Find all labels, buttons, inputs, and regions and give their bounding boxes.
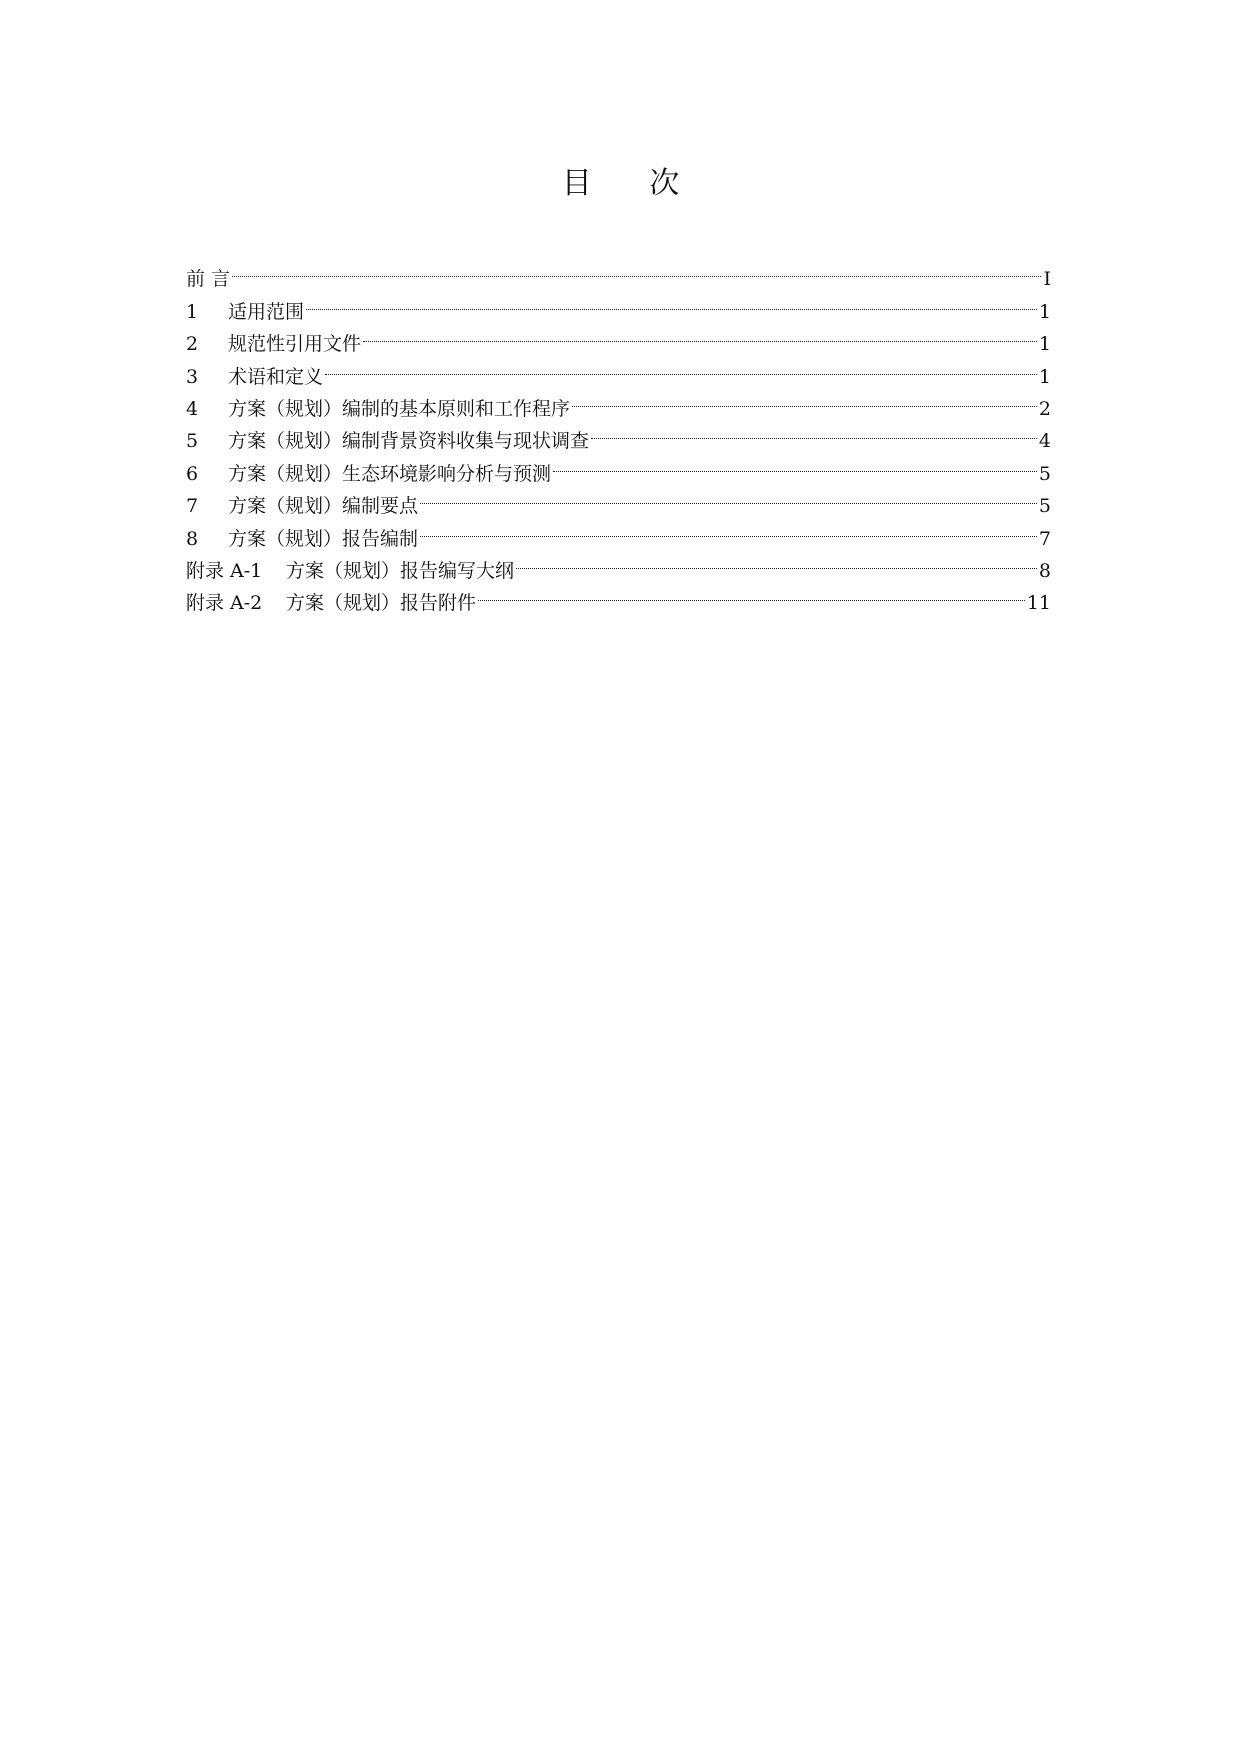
toc-entry-1[interactable] — [186, 285, 1051, 323]
toc-page-number: 7 — [1038, 527, 1051, 550]
toc-section-number: 1 — [186, 300, 199, 323]
toc-entry-title: 术语和定义 — [228, 365, 324, 388]
toc-page-number: I — [1043, 268, 1051, 291]
toc-section-number: 2 — [186, 333, 199, 356]
toc-entry-preface[interactable] — [186, 253, 1051, 291]
toc-page-number: 1 — [1038, 333, 1051, 356]
toc-dot-leader — [306, 285, 1037, 317]
toc-dot-leader — [420, 512, 1037, 544]
toc-entry-title: 方案（规划）报告附件 — [286, 592, 477, 615]
toc-entry-title: 方案（规划）编制背景资料收集与现状调查 — [228, 430, 590, 453]
toc-dot-leader — [420, 480, 1037, 512]
toc-entry-title: 方案（规划）生态环境影响分析与预测 — [228, 462, 552, 485]
toc-entry-2[interactable] — [186, 318, 1051, 356]
toc-page-number: 5 — [1038, 462, 1051, 485]
toc-entry-title: 方案（规划）编制要点 — [228, 495, 419, 518]
toc-dot-leader — [553, 447, 1037, 479]
toc-dot-leader — [363, 318, 1037, 350]
toc-section-number: 5 — [186, 430, 199, 453]
toc-dot-leader — [325, 350, 1037, 382]
toc-section-number: 4 — [186, 397, 199, 420]
toc-section-number: 6 — [186, 462, 199, 485]
toc-section-number: 7 — [186, 495, 199, 518]
toc-page-number: 1 — [1038, 300, 1051, 323]
toc-page-number: 11 — [1026, 592, 1051, 615]
toc-page-number: 5 — [1038, 495, 1051, 518]
toc-page-number: 8 — [1038, 559, 1051, 582]
toc-dot-leader — [516, 545, 1037, 577]
toc-page-number: 4 — [1038, 430, 1051, 453]
page-title: 目 次 — [561, 166, 704, 201]
toc-page-number: 2 — [1038, 397, 1051, 420]
toc-appendix-number: 附录 A-1 — [186, 559, 263, 582]
toc-section-number: 8 — [186, 527, 199, 550]
table-of-contents — [186, 253, 1051, 615]
toc-dot-leader — [572, 383, 1037, 415]
toc-entry-title: 适用范围 — [228, 300, 305, 323]
toc-section-number: 3 — [186, 365, 199, 388]
toc-entry-title: 方案（规划）编制的基本原则和工作程序 — [228, 397, 571, 420]
toc-entry-title: 前 言 — [186, 268, 231, 291]
toc-entry-title: 方案（规划）报告编制 — [228, 527, 419, 550]
toc-entry-title: 方案（规划）报告编写大纲 — [286, 559, 515, 582]
toc-entry-title: 规范性引用文件 — [228, 333, 362, 356]
toc-dot-leader — [232, 253, 1041, 285]
toc-dot-leader — [478, 577, 1025, 609]
toc-page-number: 1 — [1038, 365, 1051, 388]
toc-dot-leader — [591, 415, 1037, 447]
toc-appendix-number: 附录 A-2 — [186, 592, 263, 615]
